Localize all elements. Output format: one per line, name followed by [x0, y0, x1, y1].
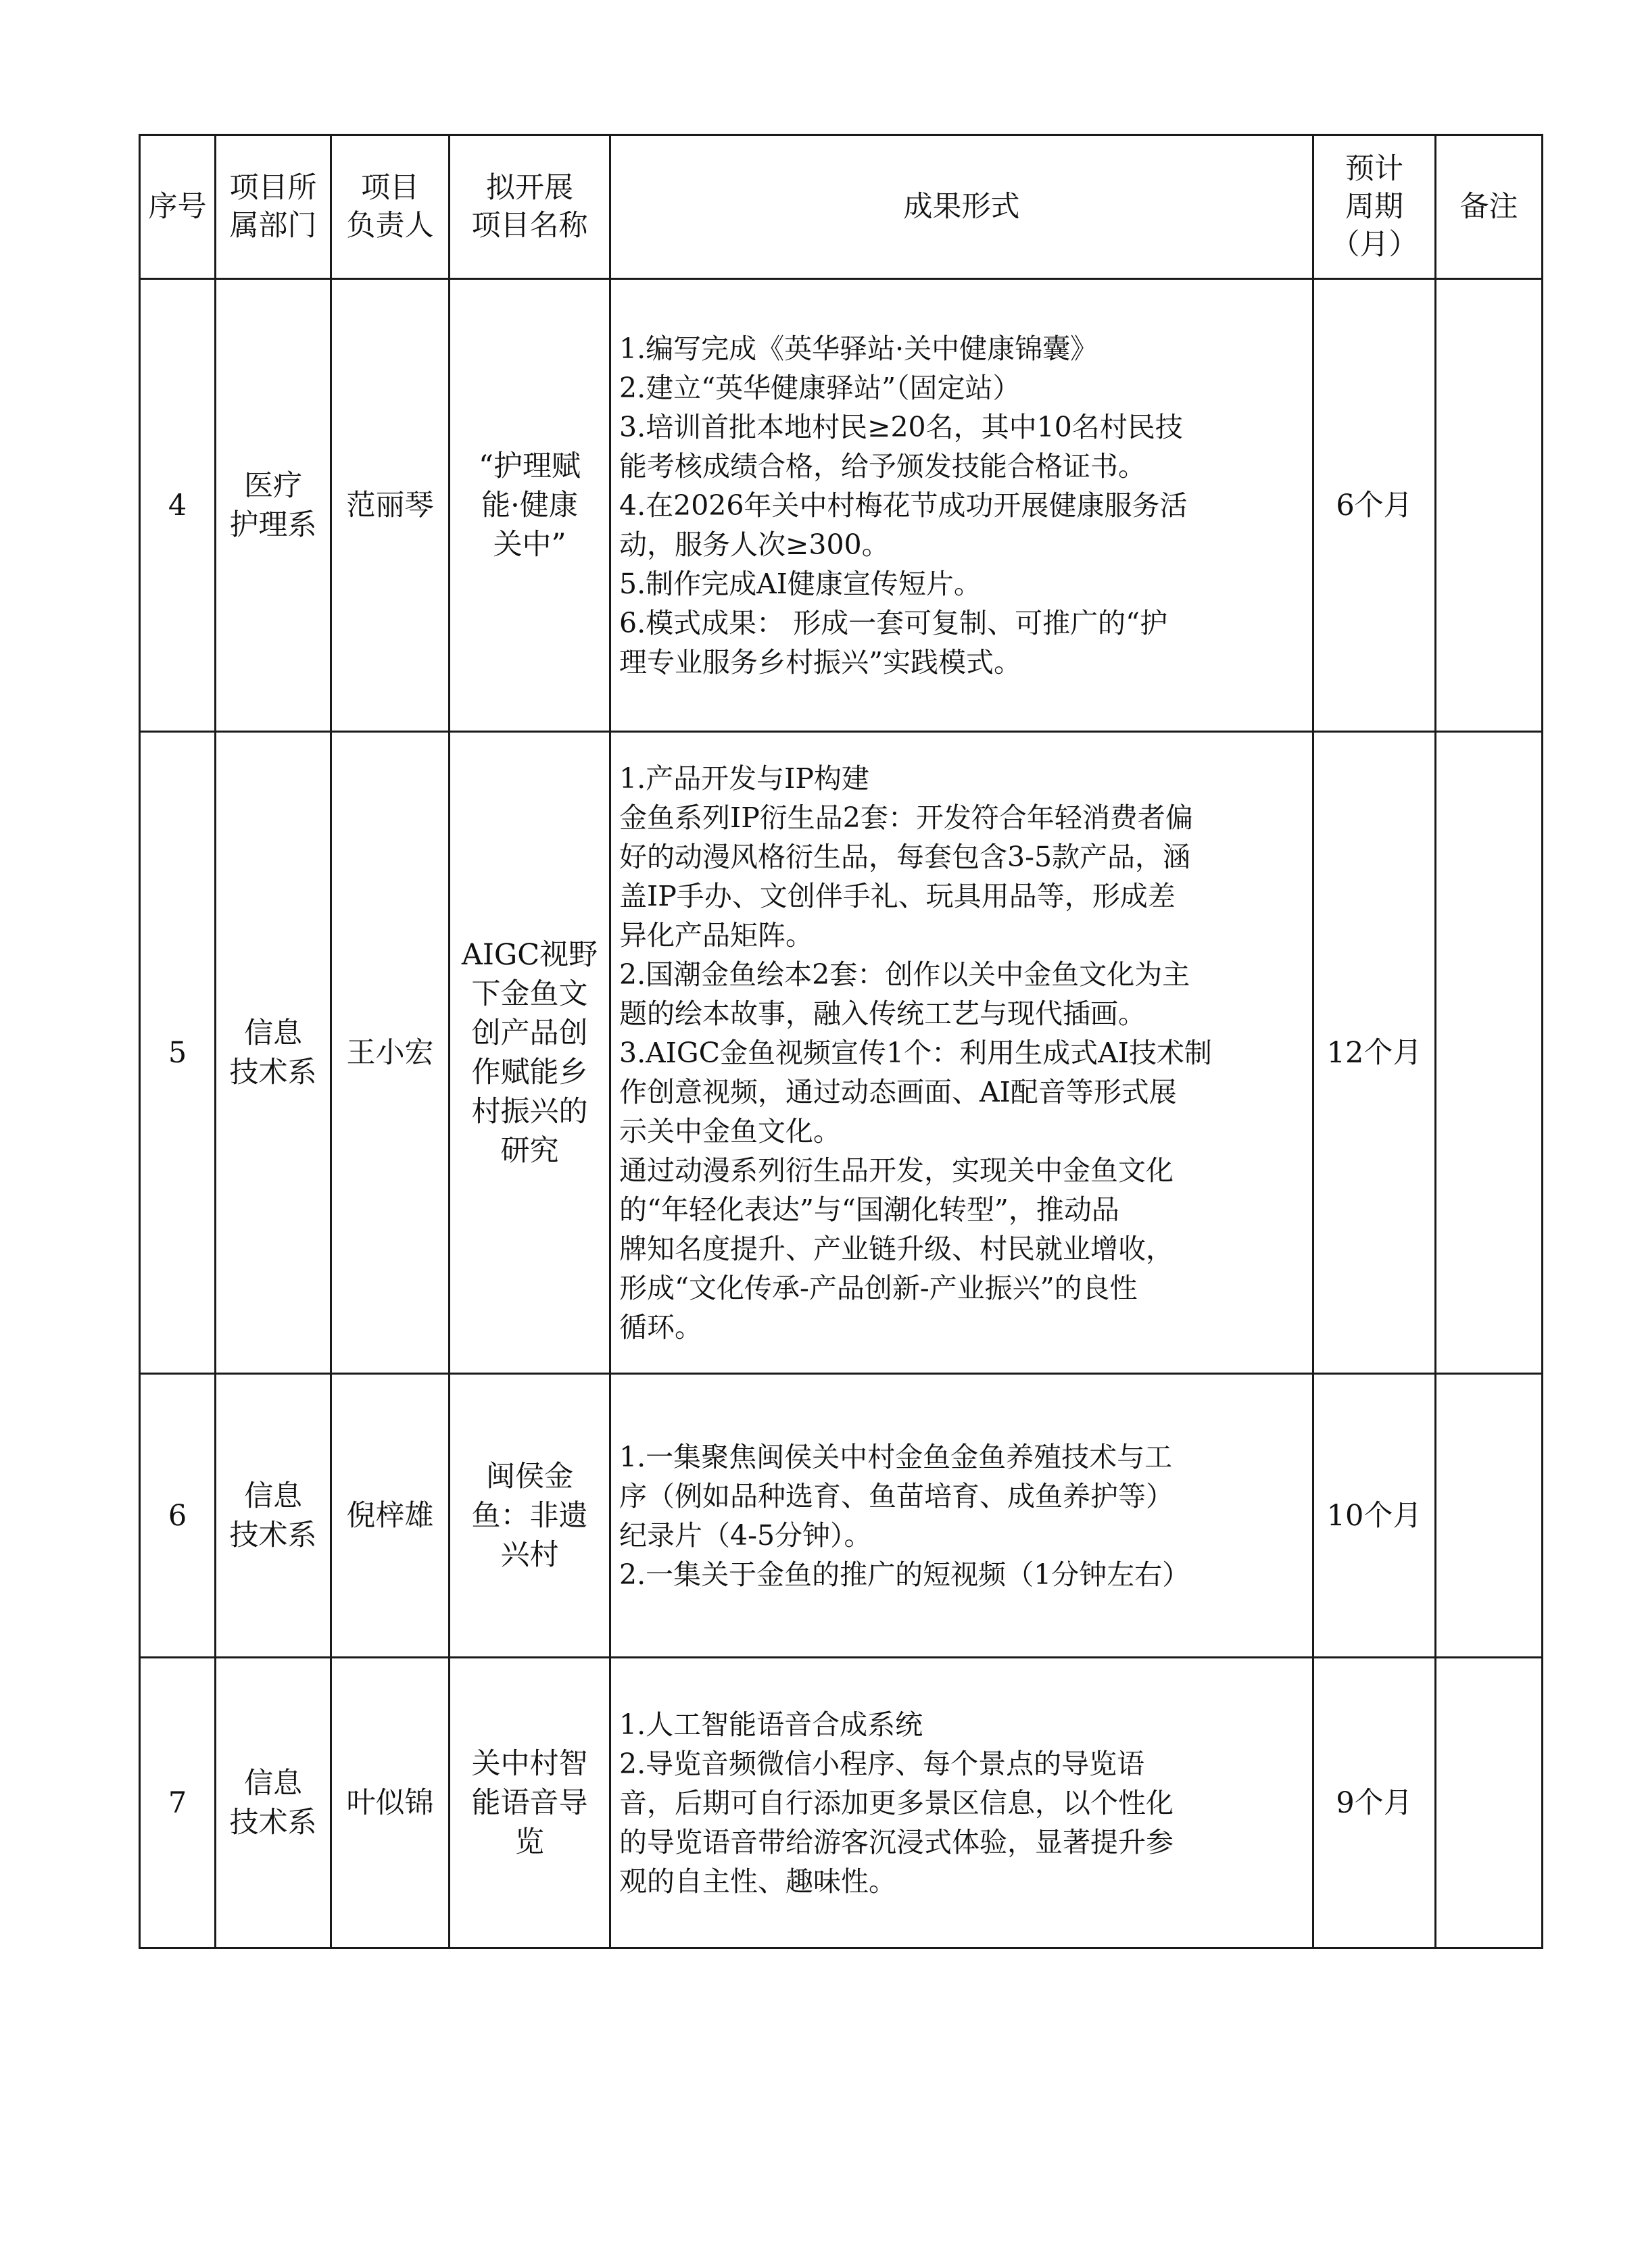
row-outcome	[610, 1374, 1313, 1658]
outcome-line: 2.国潮金鱼绘本2套：创作以关中金鱼文化为主	[619, 958, 1190, 991]
outcome-line: 的导览语音带给游客沉浸式体验，显著提升参	[619, 1825, 1174, 1858]
table-row	[140, 1658, 1543, 1948]
table-row	[140, 732, 1543, 1374]
row-outcome	[610, 1658, 1313, 1948]
outcome-line: 6.模式成果： 形成一套可复制、可推广的“护	[619, 606, 1168, 639]
row-leader: 范丽琴	[331, 279, 450, 732]
outcome-line: 题的绘本故事，融入传统工艺与现代插画。	[619, 997, 1146, 1030]
row-project-name: AIGC视野 下金鱼文 创产品创 作赋能乡 村振兴的 研究	[450, 732, 610, 1374]
row-period: 9个月	[1313, 1658, 1436, 1948]
outcome-line: 示关中金鱼文化。	[619, 1114, 841, 1148]
outcome-line: 理专业服务乡村振兴”实践模式。	[619, 645, 1021, 679]
row-index: 7	[140, 1658, 216, 1948]
outcome-line: 循环。	[619, 1310, 702, 1343]
header-leader: 项目 负责人	[331, 135, 450, 279]
header-department: 项目所 属部门	[216, 135, 331, 279]
row-index: 5	[140, 732, 216, 1374]
outcome-line: 3.培训首批本地村民≥20名，其中10名村民技	[619, 410, 1183, 443]
outcome-line: 观的自主性、趣味性。	[619, 1865, 896, 1898]
row-department: 信息 技术系	[216, 732, 331, 1374]
row-period: 12个月	[1313, 732, 1436, 1374]
header-remarks: 备注	[1436, 135, 1543, 279]
outcome-line: 纪录片（4-5分钟）。	[619, 1519, 872, 1552]
outcome-line: 盖IP手办、文创伴手礼、玩具用品等，形成差	[619, 879, 1176, 912]
row-remarks	[1436, 732, 1543, 1374]
outcome-line: 的“年轻化表达”与“国潮化转型”，推动品	[619, 1193, 1119, 1226]
outcome-line: 2.建立“英华健康驿站”（固定站）	[619, 371, 1021, 404]
row-project-name: 闽侯金 鱼：非遗 兴村	[450, 1374, 610, 1658]
outcome-line: 1.一集聚焦闽侯关中村金鱼金鱼养殖技术与工	[619, 1440, 1173, 1473]
row-department: 信息 技术系	[216, 1658, 331, 1948]
table-header-row	[140, 135, 1543, 279]
outcome-line: 序（例如品种选育、鱼苗培育、成鱼养护等）	[619, 1479, 1174, 1512]
outcome-line: 5.制作完成AI健康宣传短片。	[619, 567, 982, 600]
outcome-line: 金鱼系列IP衍生品2套：开发符合年轻消费者偏	[619, 801, 1193, 834]
outcome-line: 1.编写完成《英华驿站·关中健康锦囊》	[619, 332, 1098, 365]
row-outcome	[610, 732, 1313, 1374]
table-row	[140, 1374, 1543, 1658]
outcome-line: 能考核成绩合格，给予颁发技能合格证书。	[619, 449, 1146, 483]
row-remarks	[1436, 1658, 1543, 1948]
header-index: 序号	[140, 135, 216, 279]
outcome-line: 动，服务人次≥300。	[619, 528, 890, 561]
row-index: 6	[140, 1374, 216, 1658]
outcome-line: 2.一集关于金鱼的推广的短视频（1分钟左右）	[619, 1558, 1190, 1591]
outcome-line: 音，后期可自行添加更多景区信息，以个性化	[619, 1786, 1174, 1819]
row-department: 信息 技术系	[216, 1374, 331, 1658]
row-leader: 王小宏	[331, 732, 450, 1374]
project-table	[139, 134, 1543, 1949]
row-period: 6个月	[1313, 279, 1436, 732]
row-department: 医疗 护理系	[216, 279, 331, 732]
header-outcome: 成果形式	[610, 135, 1313, 279]
row-project-name: 关中村智 能语音导 览	[450, 1658, 610, 1948]
outcome-line: 4.在2026年关中村梅花节成功开展健康服务活	[619, 489, 1188, 522]
row-index: 4	[140, 279, 216, 732]
outcome-line: 异化产品矩阵。	[619, 918, 813, 952]
row-period: 10个月	[1313, 1374, 1436, 1658]
outcome-line: 形成“文化传承-产品创新-产业振兴”的良性	[619, 1271, 1138, 1304]
outcome-line: 2.导览音频微信小程序、每个景点的导览语	[619, 1747, 1145, 1780]
header-project-name: 拟开展 项目名称	[450, 135, 610, 279]
row-outcome	[610, 279, 1313, 732]
outcome-line: 1.人工智能语音合成系统	[619, 1708, 923, 1741]
outcome-line: 牌知名度提升、产业链升级、村民就业增收，	[619, 1232, 1174, 1265]
outcome-line: 通过动漫系列衍生品开发，实现关中金鱼文化	[619, 1154, 1174, 1187]
outcome-line: 好的动漫风格衍生品，每套包含3-5款产品，涵	[619, 840, 1191, 873]
outcome-line: 1.产品开发与IP构建	[619, 762, 869, 795]
header-period: 预计 周期 （月）	[1313, 135, 1436, 279]
row-leader: 倪梓雄	[331, 1374, 450, 1658]
row-leader: 叶似锦	[331, 1658, 450, 1948]
table-row	[140, 279, 1543, 732]
project-table-sheet	[139, 134, 1541, 1949]
row-remarks	[1436, 1374, 1543, 1658]
outcome-line: 作创意视频，通过动态画面、AI配音等形式展	[619, 1075, 1177, 1108]
row-project-name: “护理赋 能·健康 关中”	[450, 279, 610, 732]
row-remarks	[1436, 279, 1543, 732]
outcome-line: 3.AIGC金鱼视频宣传1个：利用生成式AI技术制	[619, 1036, 1212, 1069]
